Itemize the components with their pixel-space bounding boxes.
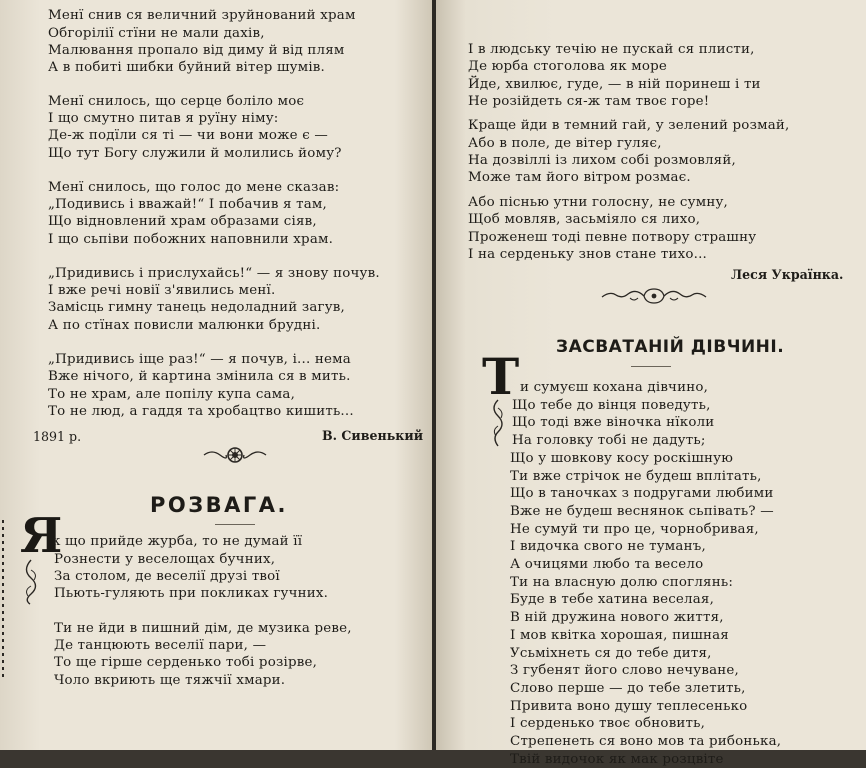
poem-line: А по стїнах повисли малюнки брудні. (48, 318, 321, 333)
poem-line: Чоло вкриють ще тяжчії хмари. (54, 673, 286, 688)
poem-line: В ній дружина нового життя, (510, 610, 724, 625)
poem-line: І на серденьку знов стане тихо... (468, 247, 707, 262)
poem-line: Що тут Богу служили й молились йому? (48, 146, 342, 161)
dropcap-te (482, 347, 520, 406)
poem-line: На головку тобі не дадуть; (512, 433, 706, 448)
poem-line: Ти вже стрічок не будеш вплітать, (510, 469, 762, 484)
poem-line: Менї снилось, що голос до мене сказав: (48, 180, 340, 195)
page-edge-marks (2, 520, 4, 680)
poem-title-zasvatanii: ЗАСВАТАНІЙ ДІВЧИНІ. (556, 337, 785, 357)
poem-line: І мов квітка хорошая, пишная (510, 628, 729, 643)
right-page (436, 0, 866, 767)
poem-line: Привита воно душу теплесенько (510, 699, 748, 714)
poem-line: А в побиті шибки буйний вітер шумів. (48, 60, 326, 75)
poem-line: Або в поле, де вітер гуляє, (468, 136, 662, 151)
poem-line: „Подивись і вважай!“ І побачив я там, (48, 197, 327, 212)
dropcap-flourish-icon (18, 560, 44, 604)
poem-line: Може там його вітром розмає. (468, 170, 691, 185)
ornament-divider-left (202, 446, 268, 464)
poem-line: Де-ж подїли ся ті — чи вони може є — (48, 128, 328, 143)
poem-line: Проженеш тоді певне потвору страшну (468, 230, 757, 245)
poem-line: Ти не йди в пишний дім, де музика реве, (54, 621, 352, 636)
poem-line: Що тебе до вінця поведуть, (512, 398, 711, 413)
poem-line: Буде в тебе хатина веселая, (510, 592, 715, 607)
poem-line: І видочка свого не туманъ, (510, 539, 706, 554)
poem-line: На дозвіллі із лихом собі розмовляй, (468, 153, 736, 168)
poem-line: Замісць гимну танець недоладний загув, (48, 300, 345, 315)
dropcap-flourish-icon-right (488, 400, 508, 446)
dropcap-letter: Я (20, 508, 63, 564)
poem-line: То не люд, а гаддя та хробацтво кишить... (48, 404, 354, 419)
poem-line: „Придивись і прислухайсь!“ — я знову почув. (48, 266, 380, 281)
poem-line: Що у шовкову косу роскішную (510, 451, 734, 466)
poem-line: І в людську течію не пускай ся плисти, (468, 42, 755, 57)
poem-title-rozvaha: РОЗВАГА. (150, 493, 289, 517)
poem-author-sivenkyi: В. Сивенький (322, 428, 424, 443)
poem-line: Щоб мовляв, засьміяло ся лихо, (468, 212, 701, 227)
poem-line: То не храм, але попілу купа сама, (48, 387, 296, 402)
poem-year: 1891 р. (33, 429, 82, 444)
poem-line: Пьють-гуляють при покликах гучних. (54, 586, 329, 601)
poem-line: За столом, де веселії друзі твої (54, 569, 280, 584)
poem-line: Де танцюють веселії пари, — (54, 638, 267, 653)
poem-author-lesya: Леся Українка. (731, 267, 844, 282)
poem-line: І що сьпіви побожних наповнили храм. (48, 232, 334, 247)
title-underline (215, 524, 255, 525)
poem-line: І що смутно питав я руїну німу: (48, 111, 279, 126)
poem-line: Або піснью утни голосну, не сумну, (468, 195, 728, 210)
poem-line: Де юрба стоголова як море (468, 59, 668, 74)
poem-line: „Придивись іще раз!“ — я почув, і... нема (48, 352, 351, 367)
ornament-divider-right (600, 286, 708, 306)
poem-line: То ще гірше серденько тобі розірве, (54, 655, 318, 670)
poem-line: Твій видочок як мак розцвіте (510, 752, 724, 767)
poem-line: Усьміхнеть ся до тебе дитя, (510, 646, 712, 661)
poem-line: Не сумуй ти про це, чорнобривая, (510, 522, 759, 537)
poem-line: Рознести у веселощах бучних, (54, 552, 276, 567)
poem-line: І вже речі новії з'явились менї. (48, 283, 276, 298)
title-underline-right (631, 366, 671, 367)
poem-line: Що тоді вже віночка нїколи (512, 415, 715, 430)
poem-line: Стрепенеть ся воно мов та рибонька, (510, 734, 782, 749)
poem-line: к що прийде журба, то не думай її (52, 534, 303, 549)
poem-line: Не розійдеть ся-ж там твоє горе! (468, 94, 710, 109)
poem-line: Що відновлений храм образами сіяв, (48, 214, 317, 229)
poem-line: З губенят його слово нечуване, (510, 663, 739, 678)
poem-line: и сумуєш кохана дівчино, (520, 380, 709, 395)
dropcap-letter-t: Т (482, 347, 520, 406)
poem-line: Вже не будеш веснянок сьпівать? — (510, 504, 774, 519)
poem-line: Малювання пропало від диму й від плям (48, 43, 345, 58)
poem-line: І серденько твоє обновить, (510, 716, 706, 731)
poem-line: Слово перше — до тебе злетить, (510, 681, 746, 696)
poem-line: Обгорілії стїни не мали дахів, (48, 26, 265, 41)
poem-line: А очицями любо та весело (510, 557, 704, 572)
poem-line: Менї снилось, що серце боліло моє (48, 94, 305, 109)
poem-line: Що в таночках з подругами любими (510, 486, 774, 501)
poem-line: Ти на власную долю споглянь: (510, 575, 734, 590)
left-page (0, 0, 432, 750)
poem-line: Менї снив ся величний зруйнований храм (48, 8, 356, 23)
poem-line: Вже нічого, й картина змінила ся в мить. (48, 369, 351, 384)
poem-line: Йде, хвилює, гуде, — в ній поринеш і ти (468, 77, 761, 92)
poem-line: Краще йди в темний гай, у зелений розмай, (468, 118, 790, 133)
